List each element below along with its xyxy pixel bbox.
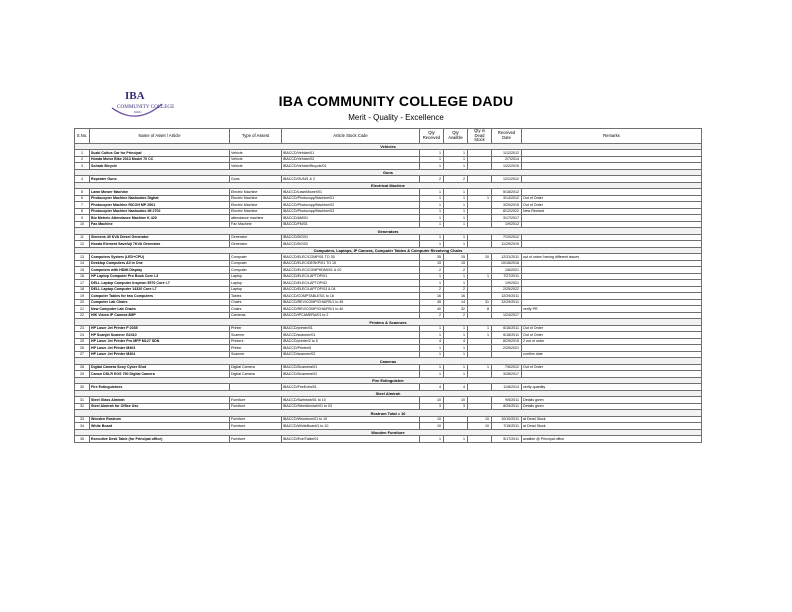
row-asset-name: Lawn Mower Machine bbox=[90, 189, 230, 196]
row-qty-received: 1 bbox=[420, 189, 444, 196]
asset-table-body bbox=[75, 143, 702, 442]
row-received-date: 1/9/2021 bbox=[492, 280, 522, 287]
row-asset-name: Suzki Cultus Car for Principal bbox=[90, 150, 230, 157]
row-asset-name: Fire Extinguishers bbox=[90, 384, 230, 391]
header-type: Type of Assest bbox=[230, 129, 282, 144]
row-asset-type: attendance machine bbox=[230, 215, 282, 222]
row-received-date: 1/22/2015 bbox=[492, 163, 522, 170]
row-stock-code: IBACCD/Photocopy/Machine/01 bbox=[282, 195, 420, 202]
row-remarks: verify PR bbox=[522, 306, 702, 313]
row-qty-received: 2 bbox=[420, 267, 444, 274]
row-qty-received: 1 bbox=[420, 273, 444, 280]
row-stock-code: IBACCD/ELEC/DESKP/01 TO 15 bbox=[282, 260, 420, 267]
row-received-date: 5/17/2011 bbox=[492, 436, 522, 443]
row-asset-name: Fax Machine bbox=[90, 221, 230, 228]
row-asset-type: Laptop bbox=[230, 273, 282, 280]
row-sno: 2 bbox=[75, 156, 90, 163]
asset-table bbox=[74, 128, 702, 443]
section-title: Guns bbox=[75, 169, 702, 176]
row-sno: 23 bbox=[75, 325, 90, 332]
row-qty-received: 3 bbox=[420, 403, 444, 410]
row-sno: 21 bbox=[75, 306, 90, 313]
row-qty-available: 15 bbox=[444, 254, 468, 261]
row-qty-received: 1 bbox=[420, 364, 444, 371]
row-received-date: 1/12/2012 bbox=[492, 150, 522, 157]
row-stock-code: IBACCD/DG/01 bbox=[282, 234, 420, 241]
row-qty-available: 1 bbox=[444, 208, 468, 215]
header-qty-available: Qty Availble bbox=[444, 129, 468, 144]
row-asset-name: Sohrab Bicycle bbox=[90, 163, 230, 170]
row-stock-code: IBACCD/ELEC/LAPTOP/01 bbox=[282, 273, 420, 280]
row-asset-type: Electric Machine bbox=[230, 195, 282, 202]
row-stock-code: IBACCD/Photocopy/Machine/03 bbox=[282, 208, 420, 215]
row-asset-type: Tables bbox=[230, 293, 282, 300]
row-sno: 6 bbox=[75, 195, 90, 202]
row-asset-type: Generator bbox=[230, 234, 282, 241]
row-asset-name: New Computer Lab Chairs bbox=[90, 306, 230, 313]
header-qty-received: Qty Received bbox=[420, 129, 444, 144]
row-remarks: Out of Order bbox=[522, 364, 702, 371]
row-received-date: 11/29/2019 bbox=[492, 241, 522, 248]
row-qty-received: 4 bbox=[420, 384, 444, 391]
row-asset-name: HP Laptop Computer Pro Book Core i-3 bbox=[90, 273, 230, 280]
row-asset-name: White Board bbox=[90, 423, 230, 430]
row-asset-name: Steel Almirah for Office Use bbox=[90, 403, 230, 410]
row-qty-received: 1 bbox=[420, 221, 444, 228]
row-sno: 9 bbox=[75, 215, 90, 222]
row-stock-code: IBACCD/Vehicle/Bicycle/01 bbox=[282, 163, 420, 170]
row-asset-name: DELL Laptop Computer 14320 Core i-7 bbox=[90, 286, 230, 293]
row-remarks: Out of Order bbox=[522, 332, 702, 339]
page-title: IBA COMMUNITY COLLEGE DADU bbox=[278, 93, 514, 109]
header-code: Article Stock Code bbox=[282, 129, 420, 144]
row-qty-received: 1 bbox=[420, 208, 444, 215]
row-stock-code: IBACCD/Photocopy/Machine/02 bbox=[282, 202, 420, 209]
row-asset-type: Generator bbox=[230, 241, 282, 248]
row-qty-available: 1 bbox=[444, 351, 468, 358]
row-sno: 5 bbox=[75, 189, 90, 196]
row-qty-available: 2 bbox=[444, 312, 468, 319]
row-received-date: 7/10/2012 bbox=[492, 234, 522, 241]
row-received-date: 6/16/2011 bbox=[492, 325, 522, 332]
row-asset-name: Digital Camera Sony Cyber Shot bbox=[90, 364, 230, 371]
row-asset-name: Repeater Guns bbox=[90, 176, 230, 183]
row-asset-name: DELL Laptop Computer Inspiron 5570 Core i-7 bbox=[90, 280, 230, 287]
row-received-date: 3/14/2012 bbox=[492, 195, 522, 202]
row-asset-name: Honda Motor Bike 2013 Model 70 CC bbox=[90, 156, 230, 163]
row-remarks: verify quantity bbox=[522, 384, 702, 391]
row-remarks: 2 out of order bbox=[522, 338, 702, 345]
row-stock-code: IBACCD/REV/COMP/CHAIRS/1 to 40 bbox=[282, 306, 420, 313]
row-asset-type: Printer bbox=[230, 325, 282, 332]
row-asset-name: Executive Desk Table (for Principal office) bbox=[90, 436, 230, 443]
row-qty-available: 1 bbox=[444, 436, 468, 443]
table-header-row bbox=[75, 129, 702, 144]
row-qty-available: 10 bbox=[444, 397, 468, 404]
row-asset-type: Chairs bbox=[230, 306, 282, 313]
row-received-date: 10/18/2016 bbox=[492, 260, 522, 267]
row-qty-available: 1 bbox=[444, 163, 468, 170]
row-remarks: Details given bbox=[522, 403, 702, 410]
row-asset-type: Digital Camera bbox=[230, 364, 282, 371]
row-sno: 29 bbox=[75, 371, 90, 378]
row-asset-type: Vehicle bbox=[230, 156, 282, 163]
row-asset-type: Laptop bbox=[230, 280, 282, 287]
row-received-date: 5/18/2012 bbox=[492, 189, 522, 196]
row-stock-code: IBACCD/FireExtin/01 bbox=[282, 384, 420, 391]
row-qty-received: 1 bbox=[420, 371, 444, 378]
row-received-date: 12/29/2011 bbox=[492, 299, 522, 306]
row-qty-available: 1 bbox=[444, 345, 468, 352]
row-qty-received: 2 bbox=[420, 176, 444, 183]
row-asset-type: Scanner bbox=[230, 351, 282, 358]
row-asset-name: Photocopier Machine RICOH MP 2501 bbox=[90, 202, 230, 209]
row-sno: 17 bbox=[75, 280, 90, 287]
row-received-date: 1/8/2021 bbox=[492, 267, 522, 274]
section-title: Fire Extinguisher bbox=[75, 377, 702, 384]
row-sno: 4 bbox=[75, 176, 90, 183]
row-asset-name: Honda Element Savefuji 7KVA Generator bbox=[90, 241, 230, 248]
row-asset-type: Computer bbox=[230, 260, 282, 267]
row-qty-received: 16 bbox=[420, 293, 444, 300]
row-asset-type: Scanner bbox=[230, 332, 282, 339]
row-qty-received: 1 bbox=[420, 234, 444, 241]
row-stock-code: IBACCD/FM/01 bbox=[282, 221, 420, 228]
row-qty-dead: 1 bbox=[468, 325, 492, 332]
row-qty-available: 1 bbox=[444, 189, 468, 196]
row-asset-name: Siemens 40 KVA Diesel Generator bbox=[90, 234, 230, 241]
row-remarks: at Dead Stock bbox=[522, 423, 702, 430]
row-qty-available: 4 bbox=[444, 384, 468, 391]
row-asset-type: Furniture bbox=[230, 436, 282, 443]
row-remarks: Out of Order bbox=[522, 195, 702, 202]
row-qty-dead bbox=[468, 436, 492, 443]
section-title: Generators bbox=[75, 228, 702, 235]
row-qty-received: 45 bbox=[420, 299, 444, 306]
row-received-date: 11/8/2014 bbox=[492, 384, 522, 391]
row-qty-available: 16 bbox=[444, 293, 468, 300]
header-sno: S.No. bbox=[75, 129, 90, 144]
row-stock-code: IBACCD/COMPTABLES/1 to 16 bbox=[282, 293, 420, 300]
row-received-date: 6/18/2011 bbox=[492, 332, 522, 339]
row-qty-received: 1 bbox=[420, 202, 444, 209]
row-qty-available: 1 bbox=[444, 280, 468, 287]
row-asset-type: Electric Machine bbox=[230, 189, 282, 196]
row-stock-code: IBACCD/Exe/Table/01 bbox=[282, 436, 420, 443]
row-qty-received: 1 bbox=[420, 351, 444, 358]
row-remarks: at Dead Stock bbox=[522, 416, 702, 423]
row-qty-dead: 1 bbox=[468, 273, 492, 280]
row-received-date: 8/29/2019 bbox=[492, 338, 522, 345]
row-sno: 31 bbox=[75, 397, 90, 404]
row-asset-type: Printer bbox=[230, 345, 282, 352]
row-qty-received: 1 bbox=[420, 215, 444, 222]
row-received-date: 9/5/2011 bbox=[492, 397, 522, 404]
section-title: Printers & Scanners bbox=[75, 319, 702, 326]
row-asset-name: HIK Vision IP Camera 8MP bbox=[90, 312, 230, 319]
row-stock-code: IBACCD/Printer/6 bbox=[282, 345, 420, 352]
row-qty-available: 1 bbox=[444, 156, 468, 163]
row-sno: 24 bbox=[75, 332, 90, 339]
row-sno: 20 bbox=[75, 299, 90, 306]
row-asset-type: Laptop bbox=[230, 286, 282, 293]
row-qty-dead: 1 bbox=[468, 195, 492, 202]
header-name: Name of Asset / Article bbox=[90, 129, 230, 144]
row-sno: 33 bbox=[75, 416, 90, 423]
row-asset-name: Photocopier Machine Nashuatec IM 2702 bbox=[90, 208, 230, 215]
row-received-date: 12/29/2011 bbox=[492, 293, 522, 300]
row-asset-type: Vehicle bbox=[230, 150, 282, 157]
row-received-date: 1/9/2012 bbox=[492, 221, 522, 228]
row-received-date: 2/25/2022 bbox=[492, 286, 522, 293]
row-stock-code: IBACCD/WhiteBoard/1 to 10 bbox=[282, 423, 420, 430]
row-asset-name: HP Laser Jet Printer M403 bbox=[90, 345, 230, 352]
row-sno: 32 bbox=[75, 403, 90, 410]
row-stock-code: IBACCD/ELEC/LAPTOP/02 bbox=[282, 280, 420, 287]
row-stock-code: IBACCD/ELEC/COMP/01 TO 35 bbox=[282, 254, 420, 261]
section-title: Vehicles bbox=[75, 143, 702, 150]
page-subtitle: Merit - Quality - Excellence bbox=[348, 113, 444, 122]
row-sno: 16 bbox=[75, 273, 90, 280]
row-stock-code: IBACCD/Vehicle/02 bbox=[282, 156, 420, 163]
row-asset-name: HP Scanjet Scanner G2410 bbox=[90, 332, 230, 339]
row-qty-available: 1 bbox=[444, 332, 468, 339]
row-remarks: out of order/ having different issues bbox=[522, 254, 702, 261]
row-sno: 15 bbox=[75, 267, 90, 274]
row-asset-type: Digital Camera bbox=[230, 371, 282, 378]
row-sno: 12 bbox=[75, 241, 90, 248]
header-qty-dead: Qty in Dead Stock bbox=[468, 129, 492, 144]
row-qty-received: 15 bbox=[420, 260, 444, 267]
row-qty-received: 4 bbox=[420, 338, 444, 345]
section-title: Steel Almirah bbox=[75, 390, 702, 397]
row-stock-code: IBACCD/Vehicle/01 bbox=[282, 150, 420, 157]
table-row bbox=[75, 436, 702, 443]
row-asset-name: Steel Glass Almirah bbox=[90, 397, 230, 404]
row-qty-received: 40 bbox=[420, 306, 444, 313]
logo-text-college: COMMUNITY COLLEGE bbox=[117, 104, 175, 110]
row-sno: 10 bbox=[75, 221, 90, 228]
row-qty-received: 1 bbox=[420, 156, 444, 163]
row-stock-code: IBACCD/SteelAlmirah/01 to 03 bbox=[282, 403, 420, 410]
row-qty-received: 1 bbox=[420, 332, 444, 339]
row-qty-received: 10 bbox=[420, 397, 444, 404]
row-sno: 19 bbox=[75, 293, 90, 300]
row-asset-name: HP Laser Jet Printer Pro MFP M127 SDN bbox=[90, 338, 230, 345]
row-stock-code: IBACCD/REV/COMP/CHAIRS/1 to 45 bbox=[282, 299, 420, 306]
row-qty-received: 1 bbox=[420, 241, 444, 248]
header-received-date: Received Date bbox=[492, 129, 522, 144]
row-qty-dead: 8 bbox=[468, 306, 492, 313]
section-title: Electrical Machine bbox=[75, 182, 702, 189]
row-stock-code: IBACCD/DG/02 bbox=[282, 241, 420, 248]
row-sno: 7 bbox=[75, 202, 90, 209]
row-asset-type: Vehicle bbox=[230, 163, 282, 170]
row-asset-type: Printers bbox=[230, 338, 282, 345]
row-qty-available: 1 bbox=[444, 234, 468, 241]
row-received-date: 7/15/2011 bbox=[492, 423, 522, 430]
section-title: Rostrum Total = 10 bbox=[75, 410, 702, 417]
row-asset-name: HP Laser Jet Printer P 2035 bbox=[90, 325, 230, 332]
row-qty-available: 3 bbox=[444, 403, 468, 410]
row-asset-type: Furniture bbox=[230, 403, 282, 410]
row-remarks: Details given bbox=[522, 397, 702, 404]
row-qty-dead: 10 bbox=[468, 416, 492, 423]
row-qty-received: 10 bbox=[420, 416, 444, 423]
row-sno: 22 bbox=[75, 312, 90, 319]
row-qty-dead: 31 bbox=[468, 299, 492, 306]
row-asset-type: Computer bbox=[230, 267, 282, 274]
row-stock-code: IBACCD/Dcamera/01 bbox=[282, 364, 420, 371]
row-asset-type: Cameras bbox=[230, 312, 282, 319]
row-asset-type: Fax Machine bbox=[230, 221, 282, 228]
row-qty-available: 1 bbox=[444, 273, 468, 280]
row-qty-received: 35 bbox=[420, 254, 444, 261]
row-stock-code: IBACCD/printer/01 bbox=[282, 325, 420, 332]
row-qty-available: 1 bbox=[444, 241, 468, 248]
row-stock-code: IBACCD/GUN/1 & 2 bbox=[282, 176, 420, 183]
row-stock-code: IBACCD/Dcamera/02 bbox=[282, 371, 420, 378]
row-qty-available: 2 bbox=[444, 286, 468, 293]
row-sno: 34 bbox=[75, 423, 90, 430]
row-qty-received: 1 bbox=[420, 150, 444, 157]
logo-text-dadu: DADU bbox=[134, 111, 142, 114]
row-qty-available: 15 bbox=[444, 260, 468, 267]
row-asset-name: Computers with HDMI Display bbox=[90, 267, 230, 274]
row-stock-code: IBACCD/ELEC/LAPTOP/03 & 04 bbox=[282, 286, 420, 293]
row-sno: 28 bbox=[75, 364, 90, 371]
row-stock-code: IBACCD/scanner/01 bbox=[282, 332, 420, 339]
row-asset-name: Bio Meteric Attendance Machine K 420 bbox=[90, 215, 230, 222]
row-received-date: 8/12/2022 bbox=[492, 208, 522, 215]
row-qty-available: 1 bbox=[444, 364, 468, 371]
row-qty-available: 32 bbox=[444, 306, 468, 313]
row-asset-type: Furniture bbox=[230, 416, 282, 423]
row-received-date: 7/6/2012 bbox=[492, 364, 522, 371]
row-qty-available: 1 bbox=[444, 371, 468, 378]
row-sno: 18 bbox=[75, 286, 90, 293]
row-sno: 27 bbox=[75, 351, 90, 358]
row-qty-available: 1 bbox=[444, 195, 468, 202]
row-asset-type: Furniture bbox=[230, 423, 282, 430]
row-asset-type: Chairs bbox=[230, 299, 282, 306]
row-qty-received: 10 bbox=[420, 423, 444, 430]
row-qty-dead: 1 bbox=[468, 364, 492, 371]
section-title: Cameras bbox=[75, 358, 702, 365]
logo-text-iba: IBA bbox=[125, 90, 145, 102]
row-stock-code: IBACCD/LawnMower/01 bbox=[282, 189, 420, 196]
row-qty-available: 1 bbox=[444, 325, 468, 332]
row-sno: 13 bbox=[75, 254, 90, 261]
row-remarks: Out of Order bbox=[522, 202, 702, 209]
row-asset-name: Desktop Computers All in One bbox=[90, 260, 230, 267]
row-qty-available: 1 bbox=[444, 215, 468, 222]
row-stock-code: IBACCD/printer/2 to 5 bbox=[282, 338, 420, 345]
row-stock-code: IBACCD/ELEC/COMPHDMI/01 & 02 bbox=[282, 267, 420, 274]
row-qty-available: 1 bbox=[444, 150, 468, 157]
row-received-date: 12/31/2011 bbox=[492, 254, 522, 261]
row-qty-available: 1 bbox=[444, 202, 468, 209]
row-asset-type: Electric Machine bbox=[230, 202, 282, 209]
row-qty-received: 1 bbox=[420, 325, 444, 332]
row-sno: 30 bbox=[75, 384, 90, 391]
row-stock-code: IBACCD/AM/01 bbox=[282, 215, 420, 222]
row-qty-available: 14 bbox=[444, 299, 468, 306]
row-sno: 26 bbox=[75, 345, 90, 352]
row-qty-available: 4 bbox=[444, 338, 468, 345]
row-remarks: Out of Order bbox=[522, 325, 702, 332]
row-asset-name: Photocopier Machine Nashuatec Digital bbox=[90, 195, 230, 202]
section-title: Wooden Furniture bbox=[75, 429, 702, 436]
row-received-date: 2/7/2014 bbox=[492, 156, 522, 163]
row-sno: 14 bbox=[75, 260, 90, 267]
row-stock-code: IBACCD/Salmirah/01 to 10 bbox=[282, 397, 420, 404]
row-stock-code: IBACCD/scanner/02 bbox=[282, 351, 420, 358]
row-qty-received: 1 bbox=[420, 436, 444, 443]
row-remarks: availble @ Principal office bbox=[522, 436, 702, 443]
row-qty-dead: 1 bbox=[468, 332, 492, 339]
row-asset-name: Computer Tables for two Computers bbox=[90, 293, 230, 300]
row-received-date: 3/20/2019 bbox=[492, 202, 522, 209]
row-sno: 1 bbox=[75, 150, 90, 157]
row-asset-name: Computers System (LED+CPU) bbox=[90, 254, 230, 261]
row-received-date: 1/24/2017 bbox=[492, 312, 522, 319]
row-sno: 11 bbox=[75, 234, 90, 241]
row-qty-dead: 10 bbox=[468, 423, 492, 430]
row-stock-code: IBACCD/Wrostrum/01 to 10 bbox=[282, 416, 420, 423]
section-title: Computers, Laptops, IP Camera, Computer Tables & Computer Revolving Chairs bbox=[75, 247, 702, 254]
row-asset-name: Wooden Rostrum bbox=[90, 416, 230, 423]
row-sno: 3 bbox=[75, 163, 90, 170]
row-qty-available: 1 bbox=[444, 221, 468, 228]
row-received-date: 3/17/2017 bbox=[492, 215, 522, 222]
row-received-date: 12/1/2012 bbox=[492, 176, 522, 183]
row-qty-received: 1 bbox=[420, 195, 444, 202]
row-asset-type: Electric Machine bbox=[230, 208, 282, 215]
row-qty-received: 2 bbox=[420, 312, 444, 319]
row-remarks: confirm date bbox=[522, 351, 702, 358]
row-qty-received: 1 bbox=[420, 163, 444, 170]
row-qty-dead: 20 bbox=[468, 254, 492, 261]
row-asset-name: Computer Lab Chairs bbox=[90, 299, 230, 306]
row-qty-received: 1 bbox=[420, 345, 444, 352]
row-received-date: 3/28/2017 bbox=[492, 371, 522, 378]
row-asset-type: Guns bbox=[230, 176, 282, 183]
row-sno: 25 bbox=[75, 338, 90, 345]
row-qty-available: 2 bbox=[444, 267, 468, 274]
row-qty-received: 2 bbox=[420, 286, 444, 293]
row-received-date: 8/29/2011 bbox=[492, 403, 522, 410]
row-stock-code: IBACCD/IPCAMERA/01 to 2 bbox=[282, 312, 420, 319]
row-asset-name: Canon DSLR EOS 750 Digital Camera bbox=[90, 371, 230, 378]
row-sno: 35 bbox=[75, 436, 90, 443]
row-asset-name: HP Laser Jet Printer M404 bbox=[90, 351, 230, 358]
row-remarks: New Recived bbox=[522, 208, 702, 215]
row-received-date: 10/10/2011 bbox=[492, 416, 522, 423]
row-asset-type: Computer bbox=[230, 254, 282, 261]
row-qty-received: 1 bbox=[420, 280, 444, 287]
row-received-date: 7/27/2011 bbox=[492, 273, 522, 280]
row-asset-type: Furniture bbox=[230, 397, 282, 404]
row-sno: 8 bbox=[75, 208, 90, 215]
header-remarks: Remarks bbox=[522, 129, 702, 144]
row-received-date: 2/25/2021 bbox=[492, 345, 522, 352]
row-qty-available: 2 bbox=[444, 176, 468, 183]
